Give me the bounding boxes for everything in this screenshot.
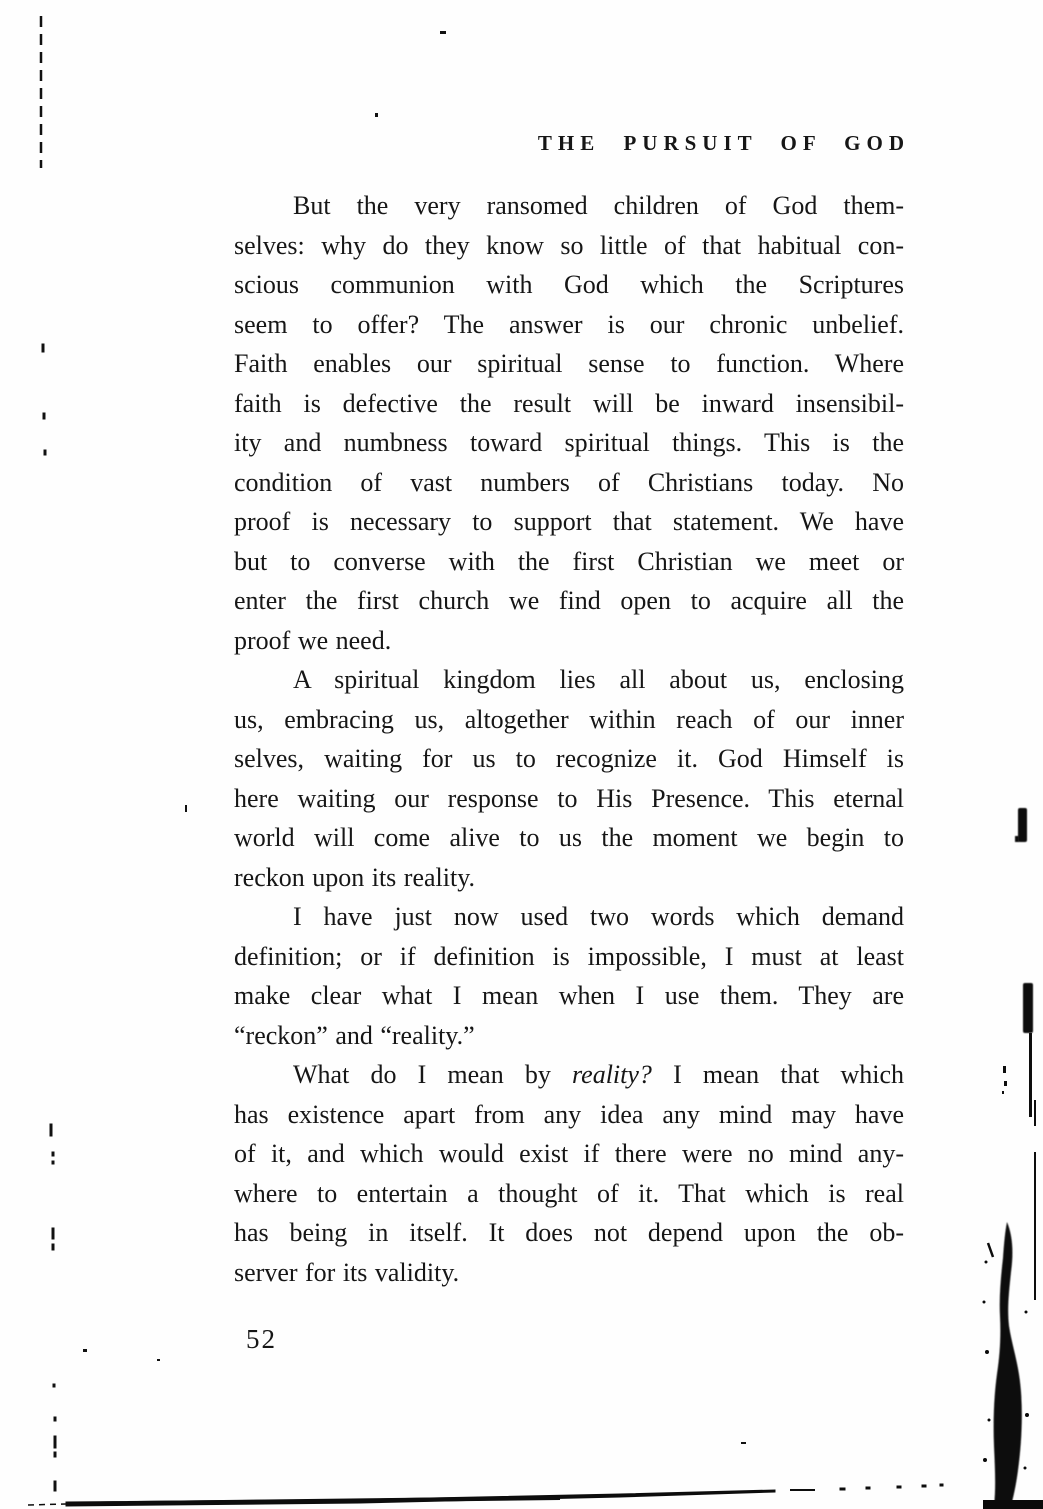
text-line: make clear what I mean when I use them. They are: [234, 981, 904, 1010]
text-line: server for its validity.: [234, 1257, 460, 1287]
right-edge-ink-marks: [988, 808, 1036, 1300]
page-number: 52: [246, 1324, 277, 1354]
body-text: [234, 186, 904, 1292]
text-line: ity and numbness toward spiritual things. This is the: [234, 428, 904, 457]
text-line: enter the first church we find open to acquire all the: [234, 586, 904, 615]
bottom-edge-scan-line: [28, 1484, 943, 1506]
text-line: Faith enables our spiritual sense to function. Where: [234, 349, 904, 378]
text-line: reckon upon its reality.: [234, 862, 476, 892]
text-line: selves, waiting for us to recognize it. God Himself is: [234, 744, 904, 773]
text-line: A spiritual kingdom lies all about us, enclosing: [293, 665, 904, 694]
text-line: selves: why do they know so little of that habitual con-: [234, 230, 904, 260]
running-header: THE PURSUIT OF GOD: [537, 131, 910, 155]
text-line: here waiting our response to His Presence. This eternal: [234, 783, 904, 813]
paragraph: [234, 897, 904, 1055]
text-line: I have just now used two words which demand: [293, 902, 904, 931]
text-line: us, embracing us, altogether within reach of our inner: [234, 704, 904, 734]
left-edge-dashed-line: [41, 16, 56, 1491]
text-line: But the very ransomed children of God them-: [293, 191, 904, 220]
text-line: where to entertain a thought of it. That which is real: [234, 1178, 904, 1208]
text-line: world will come alive to us the moment we begin to: [234, 823, 904, 852]
text-line: definition; or if definition is impossible, I must at least: [234, 941, 904, 971]
text-line: faith is defective the result will be inward insensibil-: [234, 388, 904, 418]
text-line: has existence apart from any idea any mind may have: [234, 1099, 904, 1129]
text-line: scious communion with God which the Scriptures: [234, 270, 904, 299]
text-line: of it, and which would exist if there were no mind any-: [234, 1139, 904, 1168]
text-line: “reckon” and “reality.”: [234, 1020, 475, 1050]
text-line: proof we need.: [234, 625, 392, 655]
right-edge-ink-smudge: [983, 1222, 1043, 1509]
text-line: has being in itself. It does not depend upon the ob-: [234, 1218, 904, 1247]
text-line: proof is necessary to support that statement. We have: [234, 507, 904, 536]
paragraph: [234, 660, 904, 897]
paragraph: [234, 186, 904, 660]
text-line: [234, 1055, 904, 1095]
text-line: seem to offer? The answer is our chronic unbelief.: [234, 309, 904, 339]
paragraph: [234, 1055, 904, 1292]
text-line: but to converse with the first Christian we meet or: [234, 546, 904, 576]
italic-text: reality?: [572, 1060, 652, 1089]
plain-text: I mean that which: [651, 1060, 905, 1089]
text-line: condition of vast numbers of Christians today. No: [234, 467, 904, 497]
plain-text: What do I mean by: [293, 1060, 573, 1089]
